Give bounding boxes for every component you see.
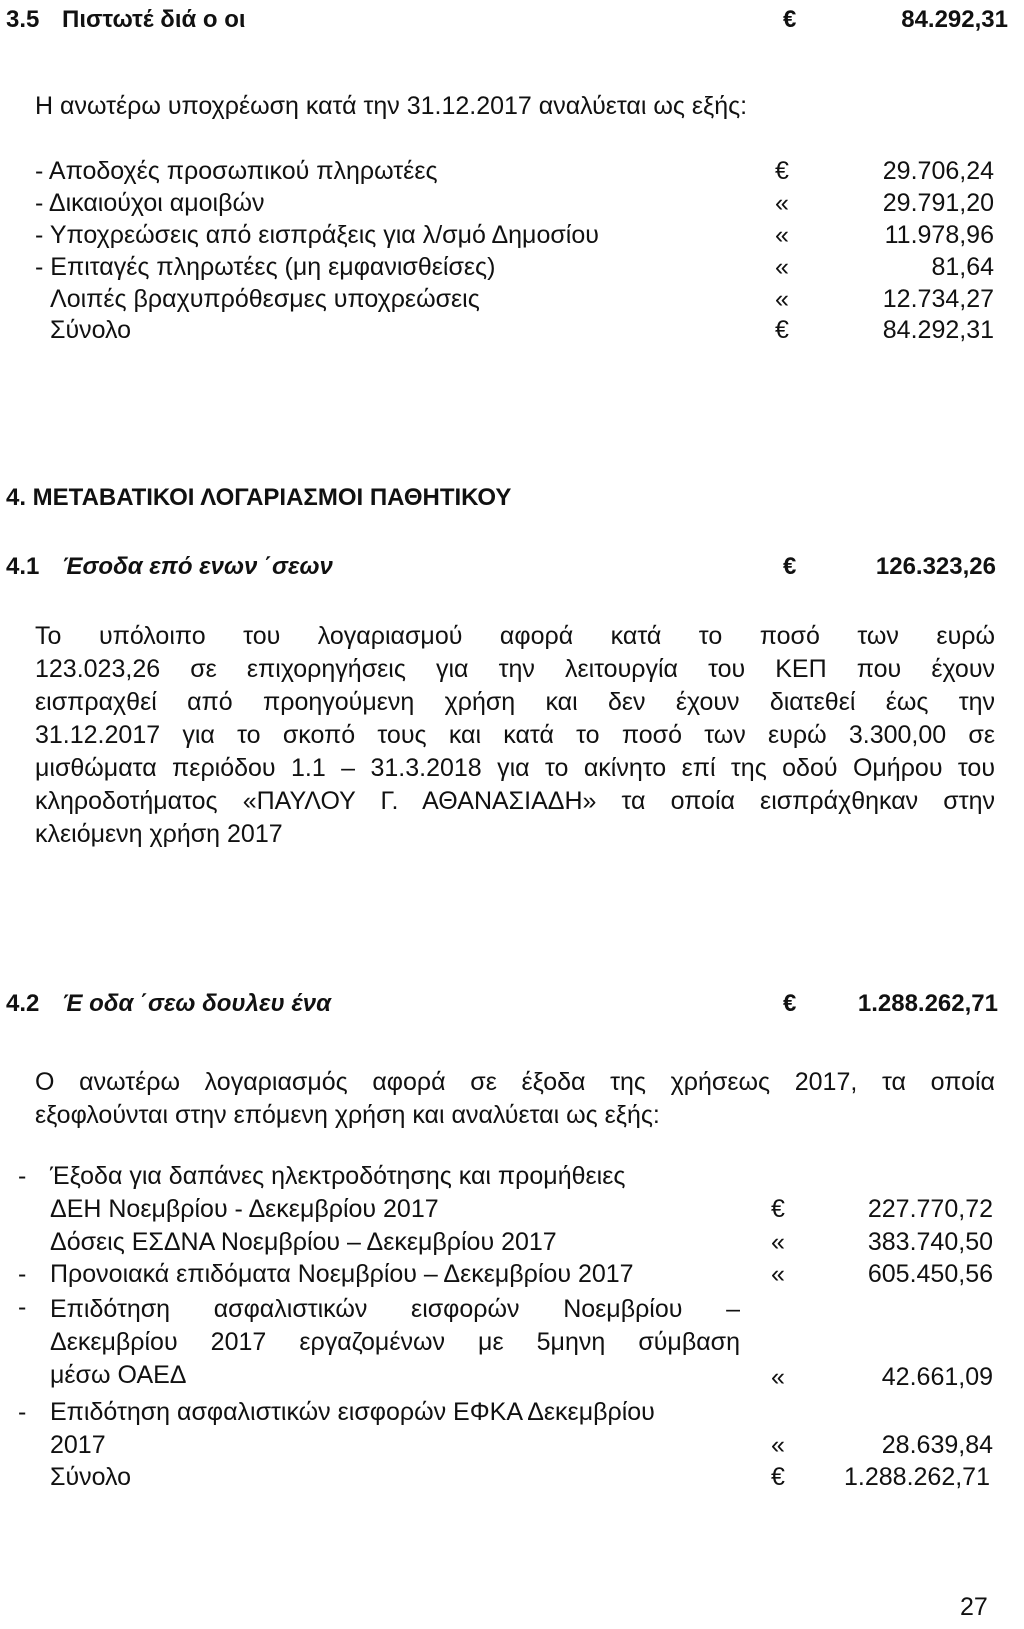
list-item-amount: 29.706,24 — [882, 157, 994, 185]
total-amount: 1.288.262,71 — [844, 1463, 990, 1491]
list-item-symbol: « — [771, 1228, 785, 1256]
section-4-1-currency: € — [783, 553, 797, 580]
list-item-dash: - — [18, 1260, 27, 1288]
section-4-1-amount: 126.323,26 — [875, 553, 996, 580]
list-item-dash: - — [18, 1293, 27, 1321]
paragraph-line: κληροδοτήματος «ΠΑΥΛΟΥ Γ. ΑΘΑΝΑΣΙΑΔΗ» τα οποία εισπράχθηκαν στην — [35, 787, 995, 815]
section-3-5-title: Πιστωτέ διά ο οι — [62, 6, 246, 33]
section-4-2-amount: 1.288.262,71 — [857, 990, 998, 1017]
list-item-label: Λοιπές βραχυπρόθεσμες υποχρεώσεις — [50, 285, 480, 313]
list-item-symbol: « — [775, 189, 789, 217]
section-3-5-amount: 84.292,31 — [901, 6, 1008, 33]
section-4-1-title: Έσοδα επό ενων ΄σεων — [62, 553, 333, 580]
list-item-label: - Αποδοχές προσωπικού πληρωτέες — [35, 157, 438, 185]
section-4-2-currency: € — [783, 990, 797, 1017]
list-item-text — [50, 1293, 740, 1392]
paragraph-line: 31.12.2017 για το σκοπό τους και κατά το ποσό των ευρώ 3.300,00 σε — [35, 721, 995, 749]
paragraph-line: εισπραχθεί από προηγούμενη χρήση και δεν έχουν διατεθεί έως την — [35, 688, 995, 716]
list-item-line: Δόσεις ΕΣΔΝΑ Νοεμβρίου – Δεκεμβρίου 2017 — [50, 1228, 557, 1256]
paragraph-line: εξοφλούνται στην επόμενη χρήση και αναλύεται ως εξής: — [35, 1101, 660, 1129]
page-number: 27 — [960, 1593, 988, 1621]
section-3-5-number: 3.5 — [6, 6, 40, 33]
list-item-amount: 81,64 — [931, 253, 994, 281]
list-item-line: Έξοδα για δαπάνες ηλεκτροδότησης και προμήθειες — [50, 1162, 626, 1190]
list-item-dash: - — [18, 1398, 27, 1426]
list-item-symbol: « — [775, 253, 789, 281]
list-item-symbol: « — [771, 1431, 785, 1459]
list-item-line: Δεκεμβρίου 2017 εργαζομένων με 5μηνη σύμβαση — [50, 1328, 740, 1356]
total-symbol: € — [771, 1463, 785, 1491]
section-3-5-intro: Η ανωτέρω υποχρέωση κατά την 31.12.2017 αναλύεται ως εξής: — [35, 92, 748, 120]
list-item-amount: 11.978,96 — [884, 221, 994, 249]
paragraph-line: Ο ανωτέρω λογαριασμός αφορά σε έξοδα της χρήσεως 2017, τα οποία — [35, 1068, 995, 1096]
section-3-5-currency: € — [783, 6, 797, 33]
list-item-label: - Δικαιούχοι αμοιβών — [35, 189, 265, 217]
total-label: Σύνολο — [50, 1463, 132, 1491]
list-item-symbol: € — [775, 157, 789, 185]
paragraph-line: Το υπόλοιπο του λογαριασμού αφορά κατά το ποσό των ευρώ — [35, 622, 995, 650]
list-item-amount: 383.740,50 — [867, 1228, 993, 1256]
section-4-2-title: Έ οδα ΄σεω δουλευ ένα — [62, 990, 332, 1017]
list-item-amount: 605.450,56 — [867, 1260, 993, 1288]
paragraph-line: μισθώματα περιόδου 1.1 – 31.3.2018 για το ακίνητο επί της οδού Ομήρου του — [35, 754, 995, 782]
list-item-line: Επιδότηση ασφαλιστικών εισφορών ΕΦΚΑ Δεκεμβρίου — [50, 1398, 655, 1426]
list-item-amount: 227.770,72 — [867, 1195, 993, 1223]
list-item-line: Προνοιακά επιδόματα Νοεμβρίου – Δεκεμβρίου 2017 — [50, 1260, 634, 1288]
section-4-1-paragraph — [35, 620, 995, 851]
paragraph-line: 123.023,26 σε επιχορηγήσεις για την λειτουργία του ΚΕΠ που έχουν — [35, 655, 995, 683]
list-item-line: μέσω ΟΑΕΔ — [50, 1361, 187, 1389]
list-item-symbol: « — [775, 221, 789, 249]
paragraph-line: κλειόμενη χρήση 2017 — [35, 820, 283, 848]
total-amount: 84.292,31 — [882, 316, 994, 344]
list-item-label: - Επιταγές πληρωτέες (μη εμφανισθείσες) — [35, 253, 496, 281]
section-4-2-number: 4.2 — [6, 990, 40, 1017]
list-item-symbol: « — [775, 285, 789, 313]
section-4-1-number: 4.1 — [6, 553, 40, 580]
total-label: Σύνολο — [50, 316, 132, 344]
list-item-amount: 42.661,09 — [881, 1363, 993, 1391]
section-4-heading: 4. ΜΕΤΑΒΑΤΙΚΟΙ ΛΟΓΑΡΙΑΣΜΟΙ ΠΑΘΗΤΙΚΟΥ — [6, 484, 512, 511]
list-item-symbol: « — [771, 1363, 785, 1391]
list-item-label: - Υποχρεώσεις από εισπράξεις για λ/σμό Δημοσίου — [35, 221, 599, 249]
list-item-amount: 28.639,84 — [881, 1431, 993, 1459]
list-item-dash: - — [18, 1162, 27, 1190]
list-item-symbol: € — [771, 1195, 785, 1223]
list-item-line: Επιδότηση ασφαλιστικών εισφορών Νοεμβρίου – — [50, 1295, 740, 1323]
list-item-amount: 29.791,20 — [882, 189, 994, 217]
total-symbol: € — [775, 316, 789, 344]
list-item-line: ΔΕΗ Νοεμβρίου - Δεκεμβρίου 2017 — [50, 1195, 439, 1223]
list-item-symbol: « — [771, 1260, 785, 1288]
section-4-2-paragraph — [35, 1066, 995, 1132]
list-item-amount: 12.734,27 — [882, 285, 994, 313]
list-item-line: 2017 — [50, 1431, 106, 1459]
